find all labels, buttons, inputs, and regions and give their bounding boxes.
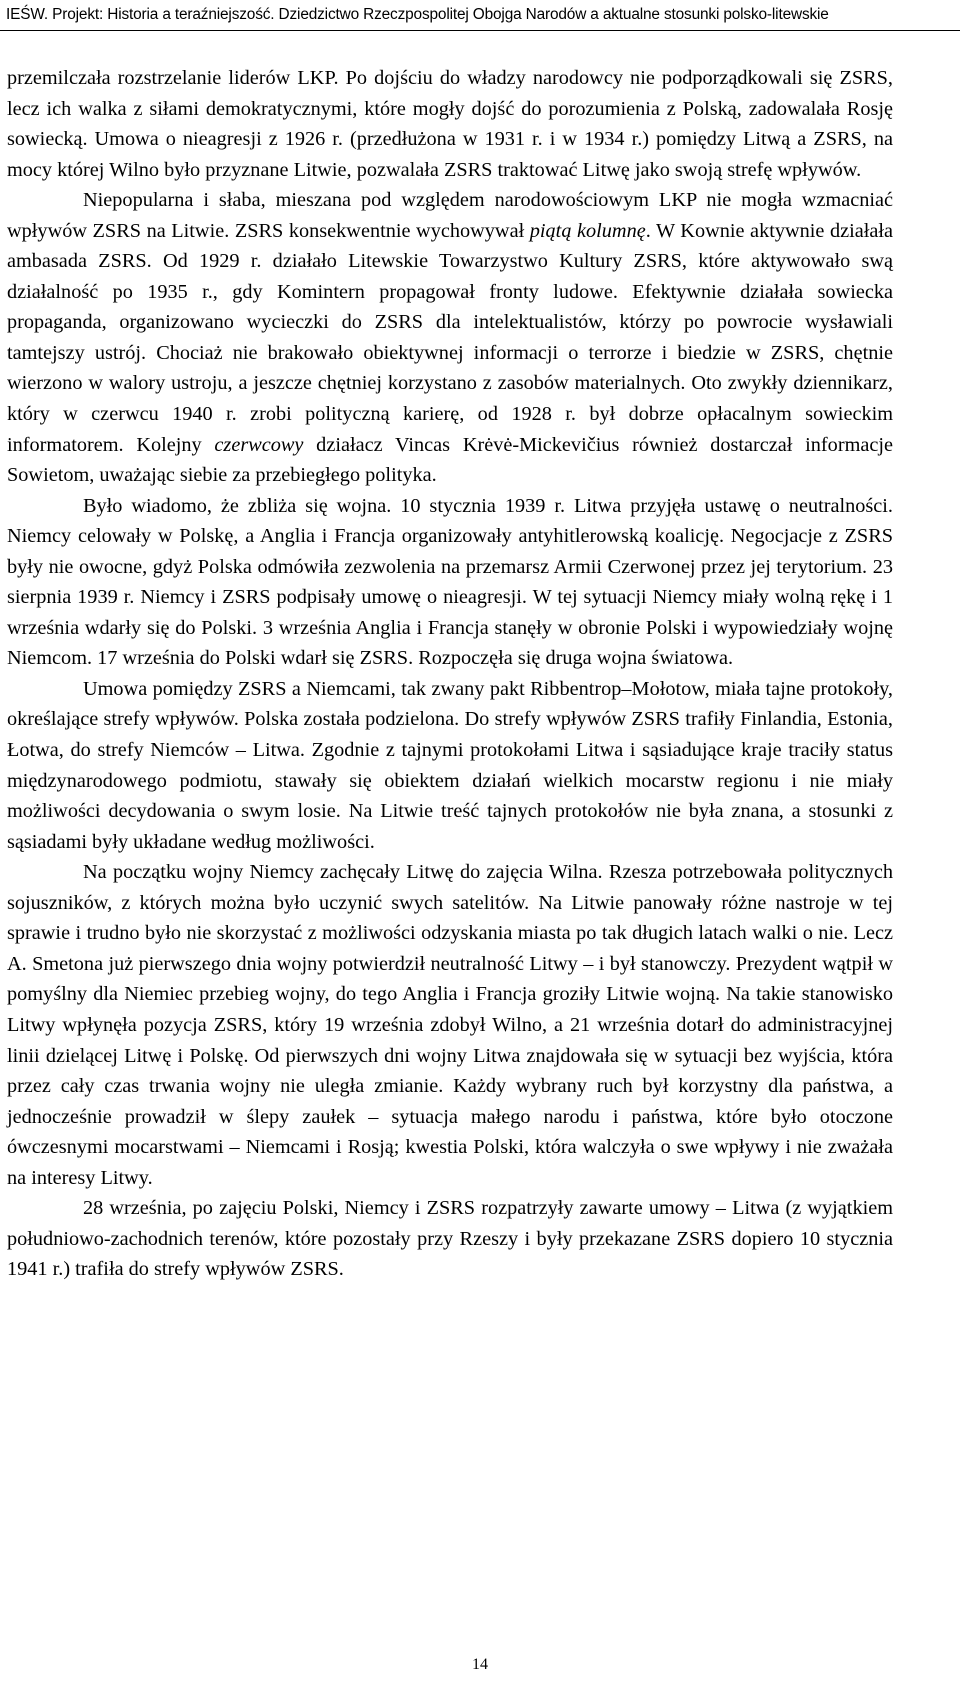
paragraph-3: Było wiadomo, że zbliża się wojna. 10 stycznia 1939 r. Litwa przyjęła ustawę o neutralności. Niemcy celowały w Polskę, a Anglia i Francja organizowały antyhitlerowską koalicję. Negocjacje z ZSRS były nie owocne, gdyż Polska odmówiła zezwolenia na przemarsz Armii Czerwonej przez jej terytorium. 23 sierpnia 1939 r. Niemcy i ZSRS podpisały umowę o nieagresji. W tej sytuacji Niemcy miały wolną rękę i 1 września wdarły się do Polski. 3 września Anglia i Francja stanęły w obronie Polski i wypowiedziały wojnę Niemcom. 17 września do Polski wdarł się ZSRS. Rozpoczęła się druga wojna światowa.: [7, 494, 893, 670]
paragraph-2-italic-term-2: czerwcowy: [214, 433, 304, 456]
paragraph-1-text: przemilczała rozstrzelanie liderów LKP. Po dojściu do władzy narodowcy nie podporządkowali się ZSRS, lecz ich walka z siłami demokratycznymi, które mogły dojść do porozumienia z Polską, zadowalała Rosję sowiecką. Umowa o nieagresji z 1926 r. (przedłużona w 1931 r. i w 1934 r.) pomiędzy Litwą a ZSRS, na mocy której Wilno było przyznane Litwie, pozwalała ZSRS traktować Litwę jako swoją strefę wpływów.: [7, 67, 893, 181]
paragraph-6: 28 września, po zajęciu Polski, Niemcy i ZSRS rozpatrzyły zawarte umowy – Litwa (z wyjątkiem południowo-zachodnich terenów, które pozostały przy Rzeszy i były przekazane ZSRS dopiero 10 stycznia 1941 r.) trafiła do strefy wpływów ZSRS.: [7, 1197, 893, 1281]
paragraph-2-text-a: Niepopularna i słaba, mieszana pod względem narodowościowym LKP nie mogła wzmacniać wpływów ZSRS na Litwie. ZSRS konsekwentnie wychowywał: [7, 189, 893, 242]
paragraph-2-text-b: . W Kownie aktywnie działała ambasada ZSRS. Od 1929 r. działało Litewskie Towarzystwo Kultury ZSRS, które aktywowało swą działalność po 1935 r., gdy Komintern propagował fronty ludowe. Efektywnie działała sowiecka propaganda, organizowano wycieczki do ZSRS dla intelektualistów, którzy po powrocie wysławiali tamtejszy ustrój. Chociaż nie brakowało obiektywnej informacji o terrorze i biedzie w ZSRS, chętnie wierzono w walory ustroju, a jeszcze chętniej korzystano z zasobów materialnych. Oto zwykły dziennikarz, który w czerwcu 1940 r. zrobi polityczną karierę, od 1928 r. był dobrze opłacalnym sowieckim informatorem. Kolejny: [7, 219, 894, 456]
paragraph-4: Umowa pomiędzy ZSRS a Niemcami, tak zwany pakt Ribbentrop–Mołotow, miała tajne protokoły, określające strefy wpływów. Polska została podzielona. Do strefy wpływów ZSRS trafiły Finlandia, Estonia, Łotwa, do strefy Niemców – Litwa. Zgodnie z tajnymi protokołami Litwa i sąsiadujące kraje traciły status międzynarodowego podmiotu, stawały się obiektem działań wielkich mocarstw regionu i nie miały możliwości decydowania o swym losie. Na Litwie treść tajnych protokołów nie była znana, a stosunki z sąsiadami były układane według możliwości.: [7, 677, 893, 853]
paragraph-5: Na początku wojny Niemcy zachęcały Litwę do zajęcia Wilna. Rzesza potrzebowała politycznych sojuszników, z których można było uczynić swych satelitów. Na Litwie panowały różne nastroje w tej sprawie i trudno było nie skorzystać z możliwości odzyskania miasta po tak długich latach walki o nie. Lecz A. Smetona już pierwszego dnia wojny potwierdził neutralność Litwy – i był stanowczy. Prezydent wątpił w pomyślny dla Niemiec przebieg wojny, do tego Anglia i Francja groziły Litwie wojną. Na takie stanowisko Litwy wpłynęła pozycja ZSRS, który 19 września zdobył Wilno, a 21 września dotarł do administracyjnej linii dzielącej Litwę i Polskę. Od pierwszych dni wojny Litwa znajdowała się w sytuacji bez wyjścia, która przez cały czas trwania wojny nie uległa zmianie. Każdy wybrany ruch był korzystny dla państwa, a jednocześnie prowadził w ślepy zaułek – sytuacja małego narodu i państwa, które było otoczone ówczesnymi mocarstwami – Niemcami i Rosją; kwestia Polski, która walczyła o swe wpływy i nie zważała na interesy Litwy.: [7, 861, 893, 1189]
page-number: 14: [472, 1656, 488, 1673]
header-divider: [0, 30, 960, 31]
header-title: IEŚW. Projekt: Historia a teraźniejszość. Dziedzictwo Rzeczpospolitej Obojga Narodów a aktualne stosunki polsko-litewskie: [6, 6, 829, 23]
paragraph-2-text-c: działacz Vincas Krėvė-Mickevičius również dostarczał informacje Sowietom, uważając siebie za przebiegłego polityka.: [7, 433, 893, 487]
paragraph-1: [7, 63, 893, 185]
paragraph-2: [7, 185, 893, 490]
running-header: [0, 4, 960, 34]
paragraph-2-italic-term-1: piątą kolumnę: [529, 219, 646, 242]
document-body: [7, 63, 893, 1285]
